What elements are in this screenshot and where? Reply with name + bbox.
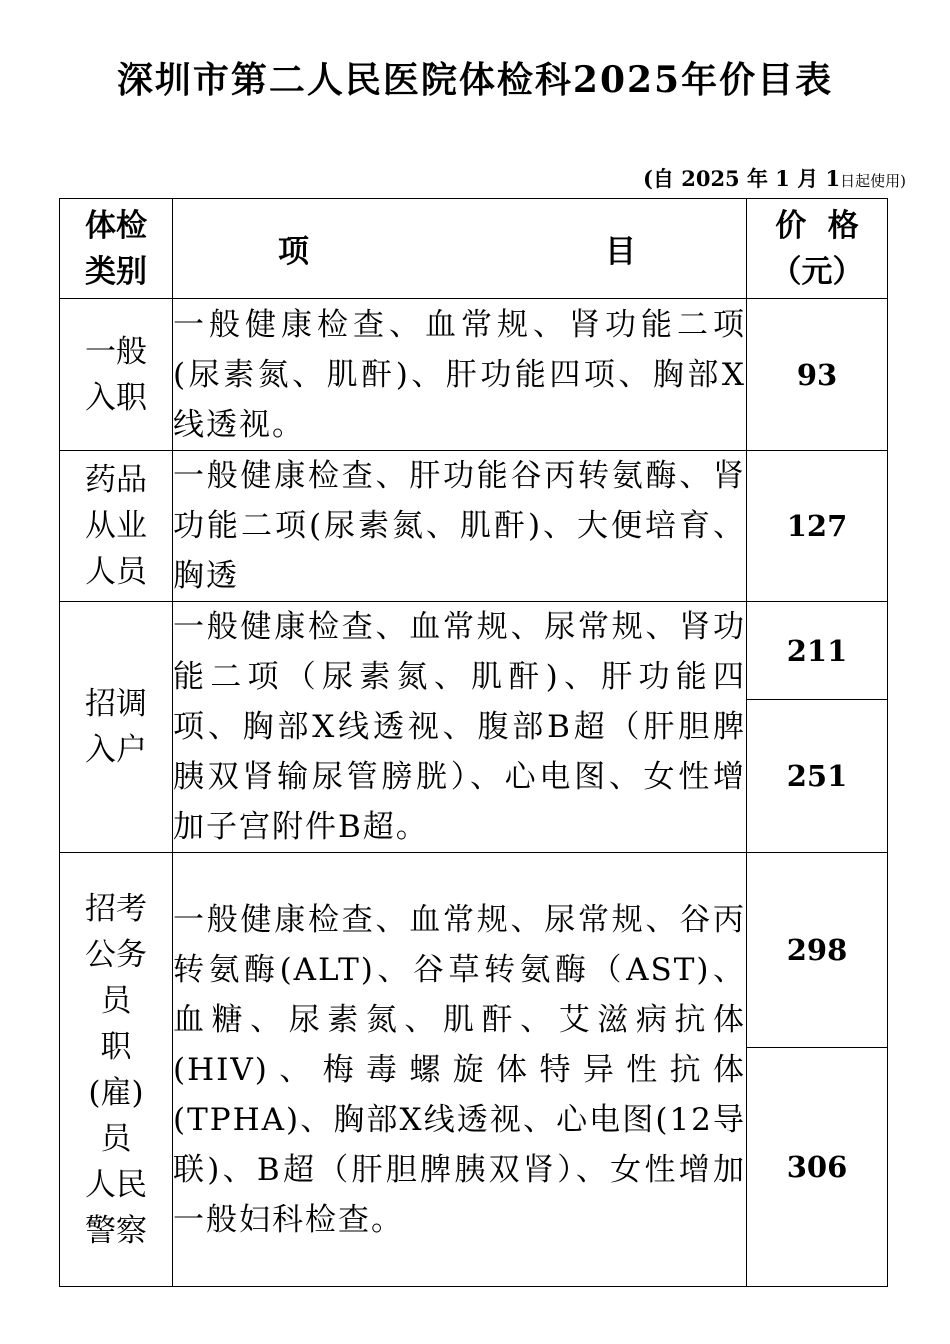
price-cell: 298 [747, 853, 888, 1048]
category-line: 员 [100, 982, 132, 1019]
table-header-row [60, 199, 888, 299]
category-cell [60, 299, 173, 451]
price-cell: 93 [747, 299, 888, 451]
header-items-right: 目 [605, 234, 636, 270]
category-line: 公务 [85, 936, 147, 973]
price-cell: 306 [747, 1048, 888, 1287]
category-cell [60, 853, 173, 1287]
header-category-line: 体检 [85, 207, 147, 244]
category-cell [60, 602, 173, 853]
category-cell [60, 451, 173, 602]
header-category-line: 类别 [85, 253, 147, 290]
header-items-left: 项 [278, 234, 309, 270]
category-line: 入职 [85, 379, 147, 416]
category-line: 从业 [85, 508, 147, 544]
effective-date-suffix: 日起使用) [840, 172, 906, 190]
effective-date-main: (自 2025 年 1 月 1 [642, 166, 841, 191]
header-category [60, 199, 173, 299]
table-row [60, 853, 888, 1048]
price-cell: 127 [747, 451, 888, 602]
effective-date-note [643, 163, 906, 193]
items-cell: 一般健康检查、血常规、肾功能二项(尿素氮、肌酐)、肝功能四项、胸部X线透视。 [173, 299, 747, 451]
header-price-line: 价 格 [775, 207, 859, 244]
category-line: 警察 [85, 1212, 147, 1249]
header-price [747, 199, 888, 299]
price-cell: 211 [747, 602, 888, 700]
items-cell: 一般健康检查、血常规、尿常规、肾功能二项（尿素氮、肌酐)、肝功能四项、胸部X线透视、腹部B超（肝胆脾胰双肾输尿管膀胱）、心电图、女性增加子宫附件B超。 [173, 602, 747, 853]
category-line: 入户 [85, 732, 147, 768]
header-price-line: （元） [770, 253, 864, 290]
table-row [60, 299, 888, 451]
category-line: 招调 [85, 686, 147, 722]
header-items [173, 199, 747, 299]
category-line: 员 [100, 1120, 132, 1157]
page-title: 深圳市第二人民医院体检科2025年价目表 [116, 59, 834, 101]
category-line: 职 [100, 1028, 132, 1065]
items-cell: 一般健康检查、肝功能谷丙转氨酶、肾功能二项(尿素氮、肌酐)、大便培育、胸透 [173, 451, 747, 602]
items-cell: 一般健康检查、血常规、尿常规、谷丙转氨酶(ALT)、谷草转氨酶（AST)、血糖、尿素氮、肌酐、艾滋病抗体(HIV)、梅毒螺旋体特异性抗体(TPHA)、胸部X线透视、心电图(12导联)、B超（肝胆脾胰双肾）、女性增加一般妇科检查。 [173, 853, 747, 1287]
category-line: (雇) [88, 1074, 144, 1111]
category-line: 人员 [85, 554, 147, 590]
category-line: 药品 [85, 462, 147, 498]
price-cell: 251 [747, 700, 888, 853]
category-line: 招考 [85, 890, 147, 927]
price-table [59, 198, 888, 1287]
category-line: 一般 [85, 333, 147, 370]
category-line: 人民 [85, 1166, 147, 1203]
table-row [60, 451, 888, 602]
table-row [60, 602, 888, 700]
